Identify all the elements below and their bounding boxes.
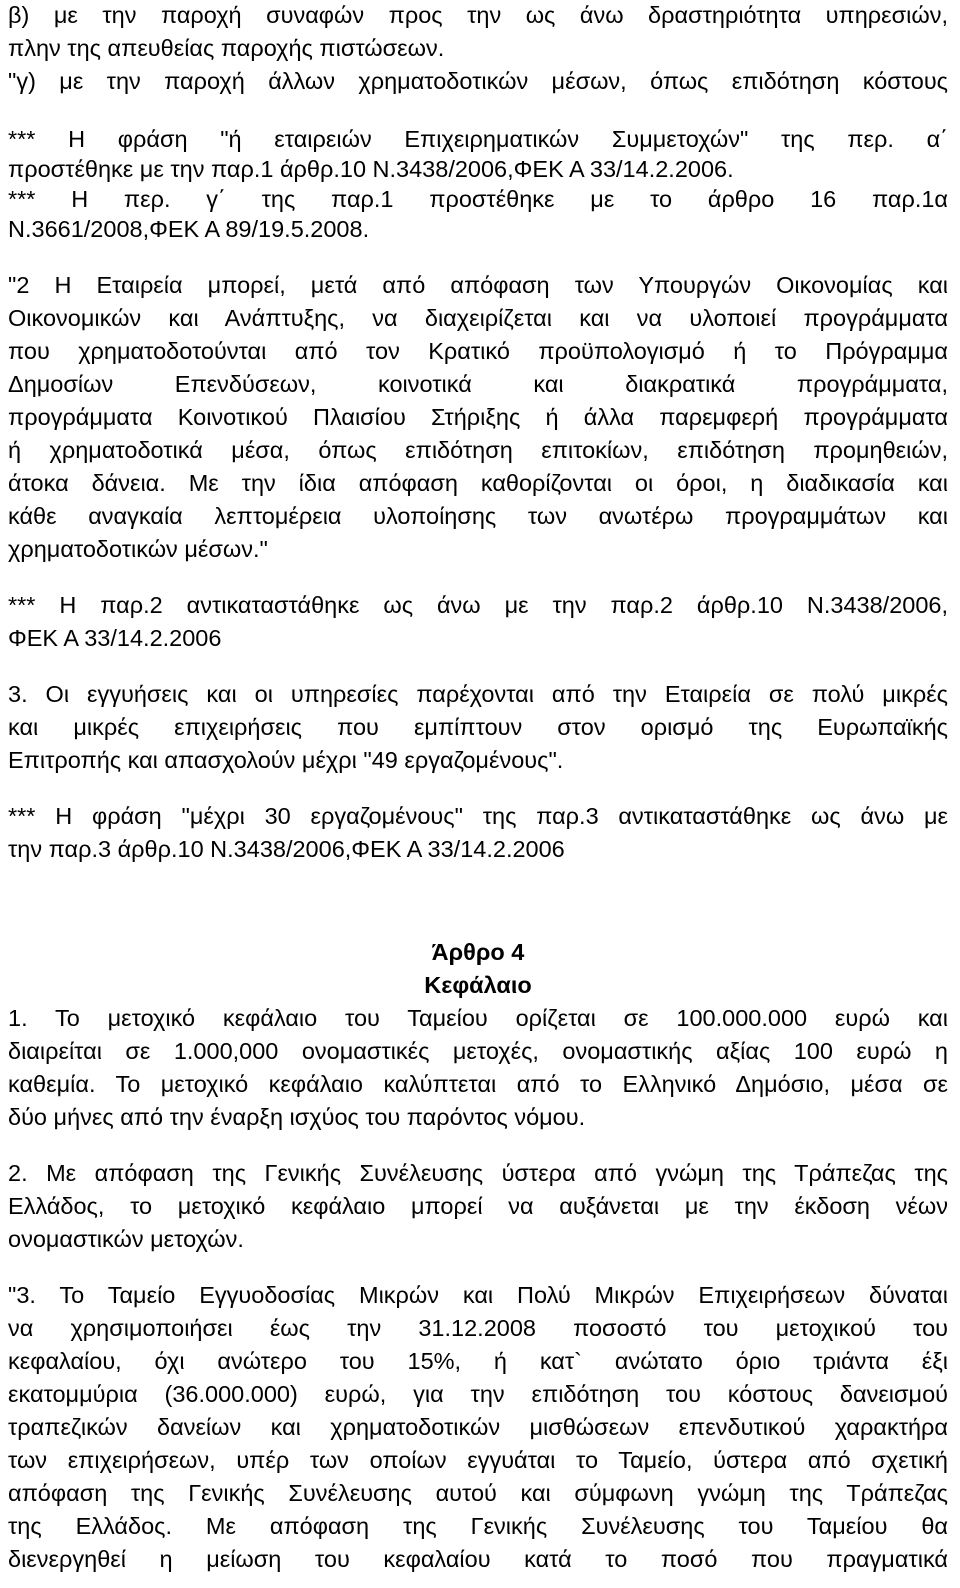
paragraph-line: 1. Το μετοχικό κεφάλαιο του Ταμείου ορίζεται σε 100.000.000 ευρώ και	[8, 1005, 948, 1031]
paragraph-line: 2. Με απόφαση της Γενικής Συνέλευσης ύστερα από γνώμη της Τράπεζας της	[8, 1160, 948, 1186]
amendment-note: *** Η φράση "μέχρι 30 εργαζομένους" της παρ.3 αντικαταστάθηκε ως άνω με	[8, 803, 948, 829]
article-heading: Άρθρο 4	[431, 939, 525, 965]
text-line: πλην της απευθείας παροχής πιστώσεων.	[8, 35, 445, 61]
amendment-note: *** Η παρ.2 αντικαταστάθηκε ως άνω με την παρ.2 άρθρ.10 Ν.3438/2006,	[8, 592, 948, 618]
paragraph-line: Οικονομικών και Ανάπτυξης, να διαχειρίζεται και να υλοποιεί προγράμματα	[8, 305, 948, 331]
article-subheading: Κεφάλαιο	[424, 972, 532, 998]
paragraph-line: να χρησιμοποιήσει έως την 31.12.2008 ποσοστό του μετοχικού του	[8, 1315, 948, 1341]
amendment-note: προστέθηκε με την παρ.1 άρθρ.10 Ν.3438/2006,ΦΕΚ Α 33/14.2.2006.	[8, 156, 734, 182]
paragraph-line: καθεμία. Το μετοχικό κεφάλαιο καλύπτεται από το Ελληνικό Δημόσιο, μέσα σε	[8, 1071, 948, 1097]
paragraph-line: Επιτροπής και απασχολούν μέχρι "49 εργαζομένους".	[8, 747, 564, 773]
paragraph-line: "2 Η Εταιρεία μπορεί, μετά από απόφαση των Υπουργών Οικονομίας και	[8, 272, 948, 298]
amendment-note: *** Η φράση "ή εταιρειών Επιχειρηματικών Συμμετοχών" της περ. α΄	[8, 126, 948, 152]
paragraph-line: χρηματοδοτικών μέσων."	[8, 536, 268, 562]
paragraph-line: Ελλάδος, το μετοχικό κεφάλαιο μπορεί να αυξάνεται με την έκδοση νέων	[8, 1193, 948, 1219]
paragraph-line: κάθε αναγκαία λεπτομέρεια υλοποίησης των ανωτέρω προγραμμάτων και	[8, 503, 948, 529]
text-line: β) με την παροχή συναφών προς την ως άνω δραστηριότητα υπηρεσιών,	[8, 2, 948, 28]
paragraph-line: εκατομμύρια (36.000.000) ευρώ, για την επιδότηση του κόστους δανεισμού	[8, 1381, 948, 1407]
amendment-note: Ν.3661/2008,ΦΕΚ Α 89/19.5.2008.	[8, 216, 370, 242]
paragraph-line: των επιχειρήσεων, υπέρ των οποίων εγγυάται το Ταμείο, ύστερα από σχετική	[8, 1447, 948, 1473]
paragraph-line: τραπεζικών δανείων και χρηματοδοτικών μισθώσεων επενδυτικού χαρακτήρα	[8, 1414, 948, 1440]
paragraph-line: άτοκα δάνεια. Με την ίδια απόφαση καθορίζονται οι όροι, η διαδικασία και	[8, 470, 948, 496]
paragraph-line: προγράμματα Κοινοτικού Πλαισίου Στήριξης ή άλλα παρεμφερή προγράμματα	[8, 404, 948, 430]
paragraph-line: δύο μήνες από την έναρξη ισχύος του παρόντος νόμου.	[8, 1104, 586, 1130]
amendment-note: ΦΕΚ Α 33/14.2.2006	[8, 625, 222, 651]
text-line: "γ) με την παροχή άλλων χρηματοδοτικών μέσων, όπως επιδότηση κόστους	[8, 68, 948, 94]
paragraph-line: Δημοσίων Επενδύσεων, κοινοτικά και διακρατικά προγράμματα,	[8, 371, 948, 397]
paragraph-line: που χρηματοδοτούνται από τον Κρατικό προϋπολογισμό ή το Πρόγραμμα	[8, 338, 948, 364]
paragraph-line: και μικρές επιχειρήσεις που εμπίπτουν στον ορισμό της Ευρωπαϊκής	[8, 714, 948, 740]
paragraph-line: διαιρείται σε 1.000,000 ονομαστικές μετοχές, ονομαστικής αξίας 100 ευρώ η	[8, 1038, 948, 1064]
paragraph-line: 3. Οι εγγυήσεις και οι υπηρεσίες παρέχονται από την Εταιρεία σε πολύ μικρές	[8, 681, 948, 707]
amendment-note: την παρ.3 άρθρ.10 Ν.3438/2006,ΦΕΚ Α 33/14.2.2006	[8, 836, 565, 862]
paragraph-line: ή χρηματοδοτικά μέσα, όπως επιδότηση επιτοκίων, επιδότηση προμηθειών,	[8, 437, 948, 463]
paragraph-line: ονομαστικών μετοχών.	[8, 1226, 244, 1252]
paragraph-line: κεφαλαίου, όχι ανώτερο του 15%, ή κατ` ανώτατο όριο τριάντα έξι	[8, 1348, 948, 1374]
paragraph-line: της Ελλάδος. Με απόφαση της Γενικής Συνέλευσης του Ταμείου θα	[8, 1513, 948, 1539]
paragraph-line: "3. Το Ταμείο Εγγυοδοσίας Μικρών και Πολύ Μικρών Επιχειρήσεων δύναται	[8, 1282, 948, 1308]
amendment-note: *** Η περ. γ΄ της παρ.1 προστέθηκε με το άρθρο 16 παρ.1α	[8, 186, 948, 212]
paragraph-line: απόφαση της Γενικής Συνέλευσης αυτού και σύμφωνη γνώμη της Τράπεζας	[8, 1480, 948, 1506]
paragraph-line: διενεργηθεί η μείωση του κεφαλαίου κατά το ποσό που πραγματικά	[8, 1546, 948, 1572]
